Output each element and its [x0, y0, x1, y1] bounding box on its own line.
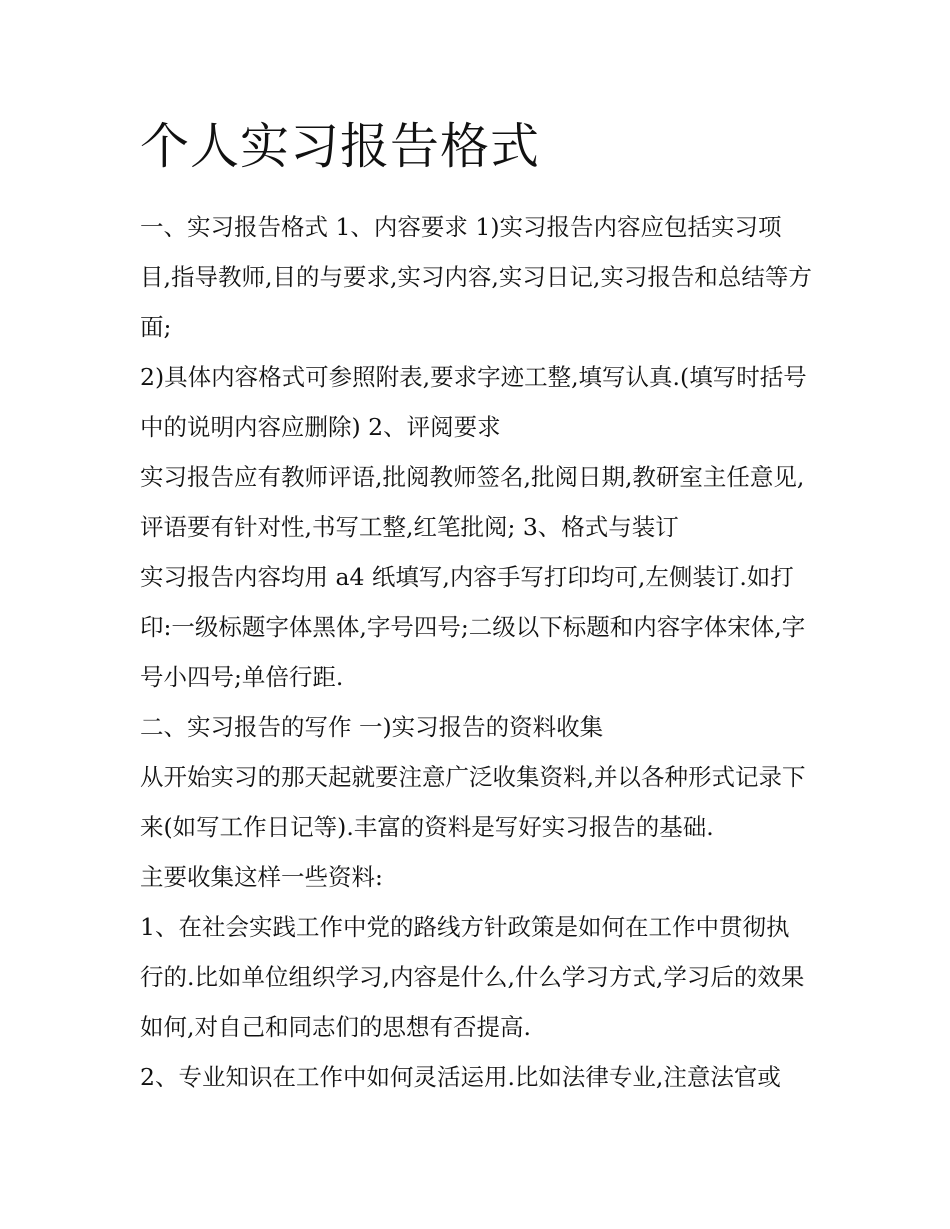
paragraph-collect-materials: 从开始实习的那天起就要注意广泛收集资料,并以各种形式记录下来(如写工作日记等).丰富的资料是写好实习报告的基础. — [140, 763, 806, 841]
paragraph-format-requirements: 一、实习报告格式 1、内容要求 1)实习报告内容应包括实习项目,指导教师,目的与要求,实习内容,实习日记,实习报告和总结等方面; — [140, 213, 812, 341]
document-title: 个人实习报告格式 — [140, 118, 541, 175]
paragraph-item-one: 1、在社会实践工作中党的路线方针政策是如何在工作中贯彻执行的.比如单位组织学习,内容是什么,什么学习方式,学习后的效果如何,对自己和同志们的思想有否提高. — [140, 913, 805, 1041]
document-body — [140, 202, 812, 1102]
paragraph-materials-intro: 主要收集这样一些资料: — [140, 863, 383, 891]
paragraph-item-two: 2、专业知识在工作中如何灵活运用.比如法律专业,注意法官或 — [140, 1063, 781, 1091]
paragraph-section-two-heading: 二、实习报告的写作 一)实习报告的资料收集 — [140, 713, 604, 741]
document-content — [140, 112, 812, 1102]
paragraph-content-format: 2)具体内容格式可参照附表,要求字迹工整,填写认真.(填写时括号中的说明内容应删除) 2、评阅要求 — [140, 363, 807, 441]
paragraph-review-requirements: 实习报告应有教师评语,批阅教师签名,批阅日期,教研室主任意见,评语要有针对性,书写工整,红笔批阅; 3、格式与装订 — [140, 463, 805, 541]
paragraph-binding-format: 实习报告内容均用 a4 纸填写,内容手写打印均可,左侧装订.如打印:一级标题字体黑体,字号四号;二级以下标题和内容字体宋体,字号小四号;单倍行距. — [140, 563, 806, 691]
